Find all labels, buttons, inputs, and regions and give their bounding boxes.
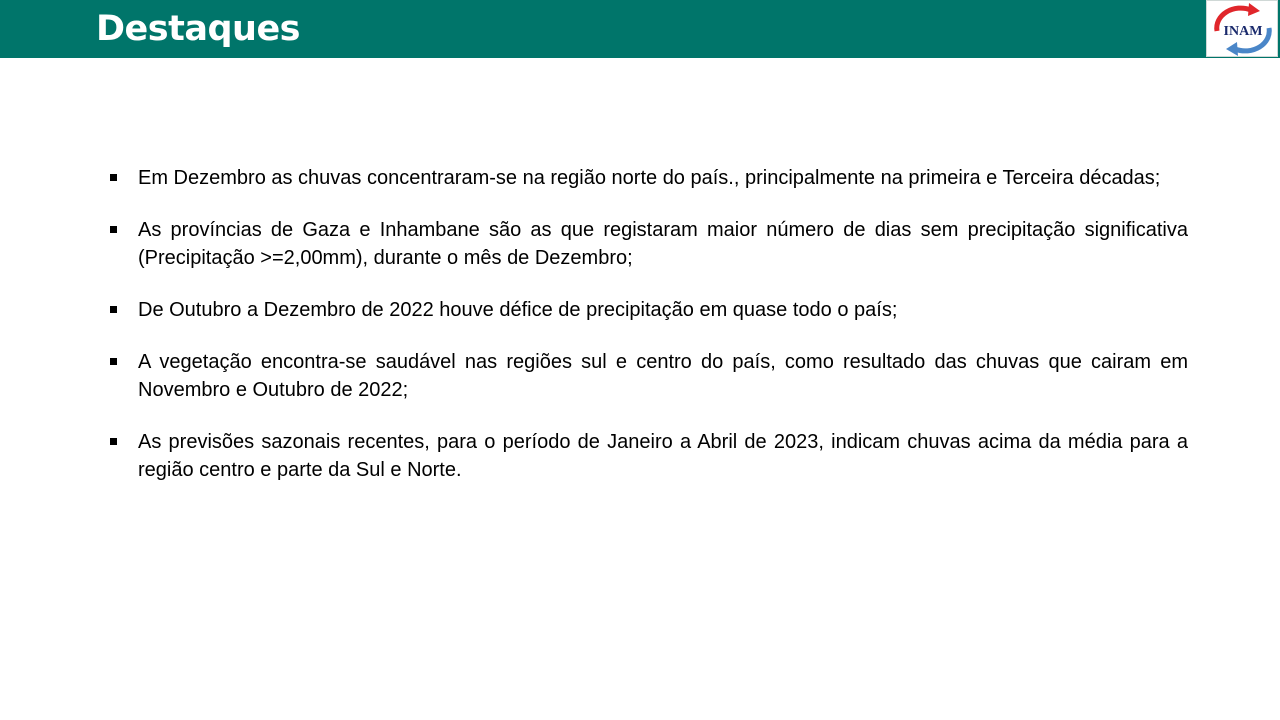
slide-title: Destaques	[96, 9, 301, 49]
list-item	[108, 348, 1188, 404]
bullet-text: Em Dezembro as chuvas concentraram-se na região norte do país., principalmente na primeira e Terceira décadas;	[138, 167, 1161, 189]
bullet-text: A vegetação encontra-se saudável nas regiões sul e centro do país, como resultado das chuvas que cairam em Novembro e Outubro de 2022;	[138, 351, 1188, 401]
bullet-text: As províncias de Gaza e Inhambane são as que registaram maior número de dias sem precipitação significativa (Precipitação >=2,00mm), durante o mês de Dezembro;	[138, 219, 1188, 269]
bullet-square-icon	[110, 358, 117, 365]
logo-text: INAM	[1223, 24, 1263, 39]
bullet-text: De Outubro a Dezembro de 2022 houve défice de precipitação em quase todo o país;	[138, 299, 898, 321]
list-item	[108, 296, 1188, 324]
header-bar	[0, 0, 1280, 58]
list-item	[108, 164, 1188, 192]
inam-logo-icon	[1207, 1, 1279, 58]
highlights-list	[108, 164, 1188, 508]
bullet-text: As previsões sazonais recentes, para o período de Janeiro a Abril de 2023, indicam chuvas acima da média para a região centro e parte da Sul e Norte.	[138, 431, 1188, 481]
list-item	[108, 216, 1188, 272]
inam-logo	[1206, 0, 1278, 57]
bullet-square-icon	[110, 226, 117, 233]
list-item	[108, 428, 1188, 484]
bullet-square-icon	[110, 174, 117, 181]
bullet-square-icon	[110, 306, 117, 313]
bullet-square-icon	[110, 438, 117, 445]
